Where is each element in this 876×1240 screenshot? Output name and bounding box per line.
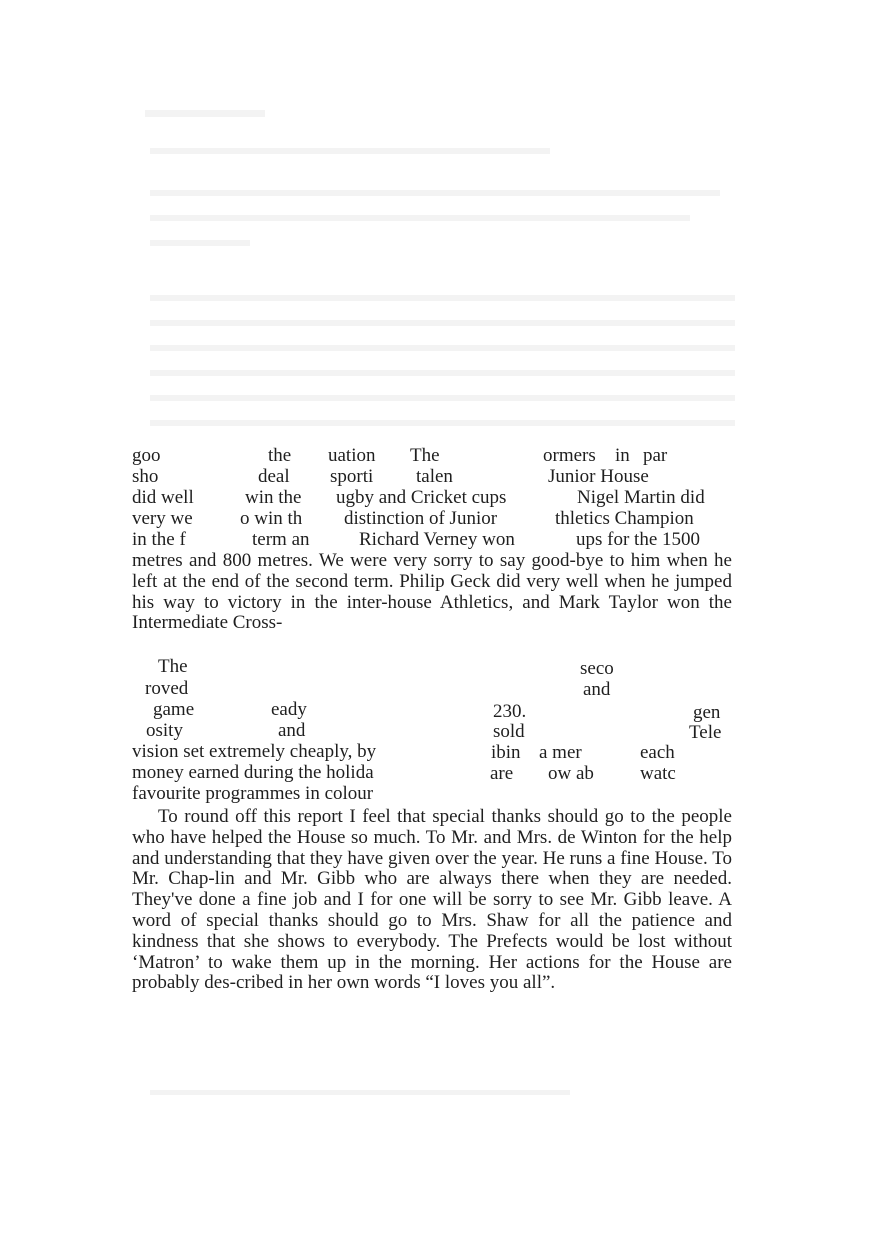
fragment: ups for the 1500 — [576, 529, 701, 550]
fragment: Tele — [689, 722, 722, 743]
paragraph-thanks: To round off this report I feel that special thanks should go to the people who have helped the House so much. To Mr. and Mrs. de Winton for the help and understanding that they have given over the year. He runs a fine House. To Mr. Chap-lin and Mr. Gibb who are always there when they are needed. They've done a fine job and I for one will be sorry to see Mr. Gibb leave. A word of special thanks should go to Mrs. Shaw for all the patience and kindness that she shows to everybody. The Prefects would be lost without ‘Matron’ to wake them up in the morning. Her actions for the House are probably des-cribed in her own words “I loves you all”. — [132, 806, 732, 994]
fragment: The — [158, 656, 188, 677]
fragment: seco — [580, 658, 614, 679]
fragment: win the — [245, 487, 302, 508]
fragment: the — [268, 445, 292, 466]
fragment: and — [278, 720, 306, 741]
fragment: thletics Champion — [555, 508, 694, 529]
fragment: gen — [693, 702, 721, 723]
fragment: osity — [146, 720, 183, 741]
fragment: a mer — [539, 742, 582, 763]
fragment: deal — [258, 466, 290, 487]
fragment: sold — [493, 721, 525, 742]
fragment: are — [490, 763, 514, 784]
fragment: very we — [132, 508, 193, 529]
fragment: uation — [328, 445, 376, 466]
fragment: ibin — [491, 742, 521, 763]
fragment: eady — [271, 699, 307, 720]
fragment: sho — [132, 466, 159, 487]
fragment: sporti — [330, 466, 374, 487]
fragment: distinction of Junior — [344, 508, 498, 529]
fragment: game — [153, 699, 195, 720]
fragment: talen — [416, 466, 453, 487]
fragment: vision set extremely cheaply, by — [132, 741, 377, 762]
fragment: favourite programmes in colour — [132, 783, 374, 804]
fragment: The — [410, 445, 440, 466]
fragment: goo — [132, 445, 161, 466]
fragment: 230. — [493, 701, 527, 722]
fragment: in — [615, 445, 630, 466]
fragment: ormers — [543, 445, 596, 466]
fragment: each — [640, 742, 675, 763]
fragment: watc — [640, 763, 676, 784]
paragraph-athletics: metres and 800 metres. We were very sorry to say good-bye to him when he left at the end of the second term. Philip Geck did very well when he jumped his way to victory in the inter-house Athletics, and Mark Taylor won the Intermediate Cross- — [132, 550, 732, 634]
fragment: roved — [145, 678, 189, 699]
fragment: par — [643, 445, 668, 466]
fragment: o win th — [240, 508, 303, 529]
fragment: term an — [252, 529, 310, 550]
fragment: and — [583, 679, 611, 700]
fragment: Richard Verney won — [359, 529, 515, 550]
fragment: in the f — [132, 529, 186, 550]
fragment: ow ab — [548, 763, 594, 784]
fragment: ugby and Cricket cups — [336, 487, 507, 508]
fragment: Junior House — [548, 466, 649, 487]
fragment: Nigel Martin did — [577, 487, 705, 508]
fragment: money earned during the holida — [132, 762, 374, 783]
fragment: did well — [132, 487, 194, 508]
